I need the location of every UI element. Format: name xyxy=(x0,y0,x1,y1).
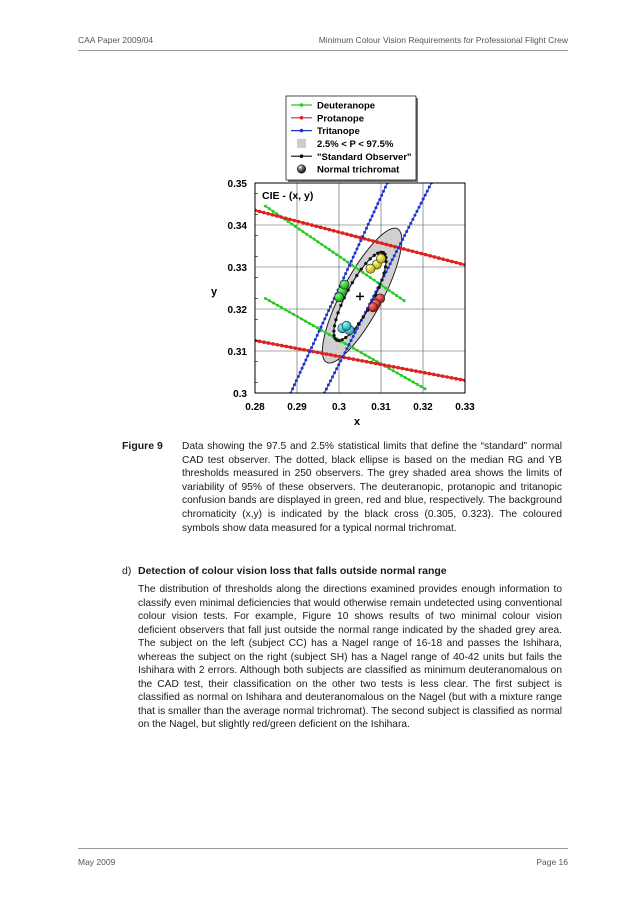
protanope-line-dot xyxy=(428,254,432,258)
tritanope-line-dot xyxy=(304,359,307,362)
deuteranope-line-dot xyxy=(305,233,308,236)
deuteranope-line-dot xyxy=(272,302,275,305)
deuteranope-line-dot xyxy=(356,349,359,352)
tritanope-line-dot xyxy=(308,350,311,353)
tritanope-line-dot xyxy=(424,194,427,197)
tritanope-line-dot xyxy=(393,254,396,257)
protanope-line-dot xyxy=(316,351,320,355)
tritanope-line-dot xyxy=(418,206,421,209)
protanope-line-dot xyxy=(427,372,431,376)
tritanope-line-dot xyxy=(407,226,410,229)
section-letter: d) xyxy=(122,565,132,577)
deuteranope-line-dot xyxy=(424,387,427,390)
trichromat-green-point xyxy=(334,293,343,302)
deuteranope-line-dot xyxy=(395,294,398,297)
tritanope-line-dot xyxy=(422,198,425,201)
deuteranope-line-dot xyxy=(294,225,297,228)
protanope-line-dot xyxy=(369,361,373,365)
legend-dot-marker xyxy=(300,129,304,133)
trichromat-yellow-point xyxy=(366,264,375,273)
tritanope-line-dot xyxy=(376,202,379,205)
tritanope-line-dot xyxy=(395,250,398,253)
deuteranope-line-dot xyxy=(368,356,371,359)
cie-chart xyxy=(0,0,638,435)
tritanope-line-dot xyxy=(367,223,370,226)
deuteranope-line-dot xyxy=(369,276,372,279)
standard-observer-dot xyxy=(333,324,336,327)
standard-observer-dot xyxy=(382,272,385,275)
deuteranope-line-dot xyxy=(343,258,346,261)
deuteranope-line-dot xyxy=(404,376,407,379)
protanope-line-dot xyxy=(393,245,397,249)
protanope-line-dot xyxy=(446,259,450,263)
protanope-line-dot xyxy=(284,216,288,220)
deuteranope-line-dot xyxy=(339,256,342,259)
protanope-line-dot xyxy=(376,240,380,244)
protanope-line-dot xyxy=(271,213,275,217)
deuteranope-line-dot xyxy=(331,251,334,254)
deuteranope-line-dot xyxy=(284,308,287,311)
protanope-line-dot xyxy=(360,359,364,363)
chart-legend xyxy=(286,96,418,182)
section-title: Detection of colour vision loss that falls outside normal range xyxy=(138,565,447,577)
standard-observer-dot xyxy=(378,286,381,289)
trichromat-yellow-point xyxy=(376,254,385,263)
deuteranope-line-dot xyxy=(412,381,415,384)
deuteranope-line-dot xyxy=(313,238,316,241)
figure-label: Figure 9 xyxy=(122,440,163,452)
tritanope-line-dot xyxy=(391,258,394,261)
protanope-line-dot xyxy=(383,363,387,367)
trichromat-cyan-point xyxy=(342,321,351,330)
deuteranope-line-dot xyxy=(298,228,301,231)
tritanope-line-dot xyxy=(333,371,336,374)
standard-observer-dot xyxy=(357,322,360,325)
deuteranope-line-dot xyxy=(276,304,279,307)
deuteranope-line-dot xyxy=(316,240,319,243)
tritanope-line-dot xyxy=(327,309,330,312)
deuteranope-line-dot xyxy=(416,383,419,386)
tritanope-line-dot xyxy=(295,379,298,382)
deuteranope-line-dot xyxy=(300,317,303,320)
deuteranope-line-dot xyxy=(391,291,394,294)
protanope-line-dot xyxy=(298,347,302,351)
tritanope-line-dot xyxy=(342,276,345,279)
deuteranope-line-dot xyxy=(364,353,367,356)
legend-dot-marker xyxy=(300,116,304,120)
deuteranope-line-dot xyxy=(354,266,357,269)
deuteranope-line-dot xyxy=(264,205,267,208)
tritanope-line-dot xyxy=(297,375,300,378)
y-tick-label: 0.31 xyxy=(227,347,247,358)
protanope-line-dot xyxy=(378,362,382,366)
deuteranope-line-dot xyxy=(268,207,271,210)
chart-title: CIE - (x, y) xyxy=(262,190,314,202)
tritanope-line-dot xyxy=(378,198,381,201)
tritanope-line-dot xyxy=(409,222,412,225)
tritanope-line-dot xyxy=(337,363,340,366)
footer-rule xyxy=(78,848,568,849)
tritanope-line-dot xyxy=(346,268,349,271)
tritanope-line-dot xyxy=(371,214,374,217)
protanope-line-dot xyxy=(441,257,445,261)
tritanope-line-dot xyxy=(355,247,358,250)
deuteranope-line-dot xyxy=(316,326,319,329)
tritanope-line-dot xyxy=(350,339,353,342)
protanope-line-dot xyxy=(432,373,436,377)
protanope-line-dot xyxy=(284,345,288,349)
protanope-line-dot xyxy=(405,368,409,372)
protanope-line-dot xyxy=(354,235,358,239)
y-tick-label: 0.3 xyxy=(233,389,247,400)
protanope-line-dot xyxy=(445,375,449,379)
tritanope-line-dot xyxy=(320,326,323,329)
deuteranope-line-dot xyxy=(324,331,327,334)
tritanope-line-dot xyxy=(321,322,324,325)
protanope-line-dot xyxy=(323,227,327,231)
tritanope-line-dot xyxy=(403,234,406,237)
tritanope-line-dot xyxy=(415,210,418,213)
protanope-line-dot xyxy=(336,230,340,234)
protanope-line-dot xyxy=(266,212,270,216)
deuteranope-line-dot xyxy=(304,320,307,323)
protanope-line-dot xyxy=(262,211,266,215)
standard-observer-dot xyxy=(339,304,342,307)
protanope-line-dot xyxy=(332,229,336,233)
standard-observer-dot xyxy=(382,251,385,254)
deuteranope-line-dot xyxy=(290,222,293,225)
deuteranope-line-dot xyxy=(400,374,403,377)
standard-observer-dot xyxy=(355,274,358,277)
tritanope-line-dot xyxy=(344,272,347,275)
deuteranope-line-dot xyxy=(271,210,274,213)
tritanope-line-dot xyxy=(345,347,348,350)
tritanope-line-dot xyxy=(352,256,355,259)
x-tick-label: 0.29 xyxy=(287,402,307,413)
tritanope-line-dot xyxy=(365,227,368,230)
deuteranope-line-dot xyxy=(360,351,363,354)
deuteranope-line-dot xyxy=(335,253,338,256)
y-tick-label: 0.32 xyxy=(227,305,247,316)
protanope-line-dot xyxy=(367,238,371,242)
standard-observer-dot xyxy=(360,267,363,270)
tritanope-line-dot xyxy=(363,231,366,234)
deuteranope-line-dot xyxy=(296,315,299,318)
protanope-line-dot xyxy=(258,210,262,214)
tritanope-line-dot xyxy=(348,343,351,346)
legend-entry-label: 2.5% < P < 97.5% xyxy=(317,139,394,150)
x-tick-label: 0.33 xyxy=(455,402,475,413)
legend-entry-label: Deuteranope xyxy=(317,100,376,112)
header-left: CAA Paper 2009/04 xyxy=(78,35,154,45)
tritanope-line-dot xyxy=(401,238,404,241)
protanope-line-dot xyxy=(334,354,338,358)
legend-ball-marker xyxy=(297,165,305,173)
tritanope-line-dot xyxy=(293,383,296,386)
x-tick-label: 0.3 xyxy=(332,402,346,413)
legend-entry-label: Protanope xyxy=(317,113,364,125)
header-right: Minimum Colour Vision Requirements for Professional Flight Crew xyxy=(318,35,568,45)
protanope-line-dot xyxy=(419,252,423,256)
standard-observer-dot xyxy=(332,334,335,337)
deuteranope-line-dot xyxy=(396,371,399,374)
tritanope-line-dot xyxy=(291,387,294,390)
legend-entry-label: "Standard Observer" xyxy=(317,151,412,163)
tritanope-line-dot xyxy=(428,186,431,189)
protanope-line-dot xyxy=(415,251,419,255)
protanope-line-dot xyxy=(347,357,351,361)
tritanope-line-dot xyxy=(331,375,334,378)
tritanope-line-dot xyxy=(413,214,416,217)
deuteranope-line-dot xyxy=(268,299,271,302)
protanope-line-dot xyxy=(302,348,306,352)
protanope-line-dot xyxy=(389,244,393,248)
y-axis-label: y xyxy=(210,286,218,298)
protanope-line-dot xyxy=(402,247,406,251)
protanope-line-dot xyxy=(410,368,414,372)
protanope-line-dot xyxy=(280,344,284,348)
standard-observer-dot xyxy=(334,318,337,321)
legend-square-marker xyxy=(297,139,306,148)
tritanope-line-dot xyxy=(302,363,305,366)
protanope-line-dot xyxy=(454,377,458,381)
plot-area xyxy=(253,182,467,395)
deuteranope-line-dot xyxy=(324,245,327,248)
tritanope-line-dot xyxy=(389,262,392,265)
protanope-line-dot xyxy=(325,352,329,356)
protanope-line-dot xyxy=(319,226,323,230)
footer-right: Page 16 xyxy=(536,857,568,867)
tritanope-line-dot xyxy=(310,346,313,349)
tritanope-line-dot xyxy=(369,219,372,222)
tritanope-line-dot xyxy=(405,230,408,233)
protanope-line-dot xyxy=(349,234,353,238)
protanope-line-dot xyxy=(310,223,314,227)
legend-entry-label: Tritanope xyxy=(317,126,360,138)
protanope-line-dot xyxy=(424,253,428,257)
protanope-line-dot xyxy=(392,365,396,369)
figure-caption: Data showing the 97.5 and 2.5% statistical limits that define the “standard” normal CAD test observer. The dotted, black ellipse is based on the median RG and YB thresholds measured in 250 observers. The grey shaded area shows the limits of variability of 95% of these observers. The deuteranopic, protanopic and tritanopic confusion bands are displayed in green, red and blue, respectively. The background chromaticity (x,y) is indicated by the black cross (0.305, 0.323). The coloured symbols show data measured for a typical normal trichromat. xyxy=(182,441,562,534)
protanope-line-dot xyxy=(320,351,324,355)
tritanope-line-dot xyxy=(357,243,360,246)
protanope-line-dot xyxy=(293,219,297,223)
deuteranope-line-dot xyxy=(328,248,331,251)
deuteranope-line-dot xyxy=(420,385,423,388)
standard-observer-dot xyxy=(369,257,372,260)
standard-observer-dot xyxy=(344,336,347,339)
protanope-line-dot xyxy=(387,364,391,368)
protanope-line-dot xyxy=(441,374,445,378)
protanope-line-dot xyxy=(356,358,360,362)
tritanope-line-dot xyxy=(359,239,362,242)
standard-observer-dot xyxy=(332,330,335,333)
deuteranope-line-dot xyxy=(392,369,395,372)
deuteranope-line-dot xyxy=(309,235,312,238)
protanope-line-dot xyxy=(306,222,310,226)
deuteranope-line-dot xyxy=(384,286,387,289)
tritanope-line-dot xyxy=(380,194,383,197)
tritanope-line-dot xyxy=(341,355,344,358)
deuteranope-line-dot xyxy=(328,333,331,336)
tritanope-line-dot xyxy=(331,301,334,304)
tritanope-line-dot xyxy=(325,387,328,390)
protanope-line-dot xyxy=(351,357,355,361)
protanope-line-dot xyxy=(289,345,293,349)
tritanope-line-dot xyxy=(314,338,317,341)
tritanope-line-dot xyxy=(354,252,357,255)
protanope-line-dot xyxy=(419,370,423,374)
tritanope-line-dot xyxy=(384,186,387,189)
protanope-line-dot xyxy=(258,340,262,344)
deuteranope-line-dot xyxy=(352,347,355,350)
protanope-line-dot xyxy=(276,343,280,347)
tritanope-line-dot xyxy=(299,371,302,374)
protanope-line-dot xyxy=(275,214,279,218)
deuteranope-line-dot xyxy=(320,243,323,246)
tritanope-line-dot xyxy=(329,305,332,308)
y-tick-label: 0.35 xyxy=(227,179,247,190)
protanope-line-dot xyxy=(450,376,454,380)
deuteranope-line-dot xyxy=(344,342,347,345)
tritanope-line-dot xyxy=(350,260,353,263)
protanope-line-dot xyxy=(288,218,292,222)
tritanope-line-dot xyxy=(382,190,385,193)
standard-observer-dot xyxy=(384,265,387,268)
deuteranope-line-dot xyxy=(388,289,391,292)
protanope-line-dot xyxy=(450,260,454,264)
standard-observer-dot xyxy=(373,254,376,257)
tritanope-line-dot xyxy=(373,210,376,213)
x-tick-label: 0.31 xyxy=(371,402,391,413)
deuteranope-line-dot xyxy=(365,274,368,277)
standard-observer-dot xyxy=(336,311,339,314)
tritanope-line-dot xyxy=(343,351,346,354)
tritanope-line-dot xyxy=(335,367,338,370)
section-body: The distribution of thresholds along the directions examined provides enough information to classify even minimal deficiencies that would otherwise remain undetected using conventional colour vision tests. For example, Figure 10 shows results of two minimal colour vision deficient observers that fall just outside the normal range indicated by the shaded grey area. The subject on the left (subject CC) has a Nagel range of 16-18 and passes the Ishihara, whereas the subject on the right (subject SH) has a Nagel range of 40-42 units but fails the Ishihara with 2 errors. Although both subjects are classified as minimum deuteranomalous on the CAD test, their classification on the other two tests is less clear. The first subject is classified as normal on Ishihara and deuteranomalous on the Nagel (but with a mixture range that is smaller than the average normal trichromat). The second subject is classified as normal on the Nagel, but slightly red/green deficient on the Ishihara. xyxy=(138,584,562,731)
deuteranope-line-dot xyxy=(312,324,315,327)
legend-entry-label: Normal trichromat xyxy=(317,164,400,176)
protanope-line-dot xyxy=(301,221,305,225)
protanope-line-dot xyxy=(311,350,315,354)
deuteranope-line-dot xyxy=(292,313,295,316)
protanope-line-dot xyxy=(459,378,463,382)
protanope-line-dot xyxy=(271,342,275,346)
deuteranope-line-dot xyxy=(288,311,291,314)
tritanope-line-dot xyxy=(399,242,402,245)
protanope-line-dot xyxy=(262,340,266,344)
tritanope-line-dot xyxy=(348,264,351,267)
trichromat-green-point xyxy=(340,280,349,289)
protanope-line-dot xyxy=(459,262,463,266)
standard-observer-dot xyxy=(333,337,336,340)
deuteranope-line-dot xyxy=(264,297,267,300)
protanope-line-dot xyxy=(314,224,318,228)
standard-observer-dot xyxy=(341,338,344,341)
deuteranope-line-dot xyxy=(373,279,376,282)
y-tick-label: 0.34 xyxy=(227,221,247,232)
deuteranope-line-dot xyxy=(308,322,311,325)
protanope-line-dot xyxy=(414,369,418,373)
standard-observer-dot xyxy=(362,316,365,319)
legend-dot-marker xyxy=(300,154,304,158)
deuteranope-line-dot xyxy=(301,230,304,233)
tritanope-line-dot xyxy=(426,190,429,193)
footer-left: May 2009 xyxy=(78,857,116,867)
protanope-line-dot xyxy=(293,346,297,350)
protanope-line-dot xyxy=(384,243,388,247)
deuteranope-line-dot xyxy=(280,306,283,309)
protanope-line-dot xyxy=(338,355,342,359)
protanope-line-dot xyxy=(371,239,375,243)
tritanope-line-dot xyxy=(420,202,423,205)
protanope-line-dot xyxy=(365,360,369,364)
protanope-line-dot xyxy=(341,231,345,235)
protanope-line-dot xyxy=(423,371,427,375)
x-axis-label: x xyxy=(353,416,361,428)
deuteranope-line-dot xyxy=(408,378,411,381)
deuteranope-line-dot xyxy=(372,358,375,361)
standard-observer-dot xyxy=(351,281,354,284)
protanope-line-dot xyxy=(329,353,333,357)
deuteranope-line-dot xyxy=(361,271,364,274)
tritanope-line-dot xyxy=(318,330,321,333)
tritanope-line-dot xyxy=(327,383,330,386)
protanope-line-dot xyxy=(374,362,378,366)
tritanope-line-dot xyxy=(325,313,328,316)
protanope-line-dot xyxy=(437,256,441,260)
protanope-line-dot xyxy=(328,228,332,232)
tritanope-line-dot xyxy=(361,235,364,238)
deuteranope-line-dot xyxy=(403,299,406,302)
x-tick-label: 0.28 xyxy=(245,402,265,413)
deuteranope-line-dot xyxy=(346,261,349,264)
tritanope-line-dot xyxy=(352,335,355,338)
tritanope-line-dot xyxy=(301,367,304,370)
tritanope-line-dot xyxy=(316,334,319,337)
tritanope-line-dot xyxy=(397,246,400,249)
protanope-line-dot xyxy=(454,261,458,265)
protanope-line-dot xyxy=(345,232,349,236)
standard-observer-dot xyxy=(380,278,383,281)
tritanope-line-dot xyxy=(374,206,377,209)
protanope-line-dot xyxy=(406,248,410,252)
protanope-line-dot xyxy=(297,220,301,224)
protanope-line-dot xyxy=(267,341,271,345)
deuteranope-line-dot xyxy=(399,297,402,300)
protanope-line-dot xyxy=(433,255,437,259)
standard-observer-dot xyxy=(364,262,367,265)
tritanope-line-dot xyxy=(312,342,315,345)
tritanope-line-dot xyxy=(387,266,390,269)
protanope-line-dot xyxy=(411,249,415,253)
protanope-line-dot xyxy=(396,366,400,370)
tritanope-line-dot xyxy=(339,359,342,362)
tritanope-line-dot xyxy=(323,317,326,320)
legend-dot-marker xyxy=(300,103,304,107)
protanope-line-dot xyxy=(401,367,405,371)
protanope-line-dot xyxy=(380,241,384,245)
y-tick-label: 0.33 xyxy=(227,263,247,274)
protanope-line-dot xyxy=(436,374,440,378)
tritanope-line-dot xyxy=(306,354,309,357)
tritanope-line-dot xyxy=(411,218,414,221)
tritanope-line-dot xyxy=(329,379,332,382)
x-tick-label: 0.32 xyxy=(413,402,433,413)
protanope-line-dot xyxy=(279,215,283,219)
trichromat-red-point xyxy=(368,303,377,312)
